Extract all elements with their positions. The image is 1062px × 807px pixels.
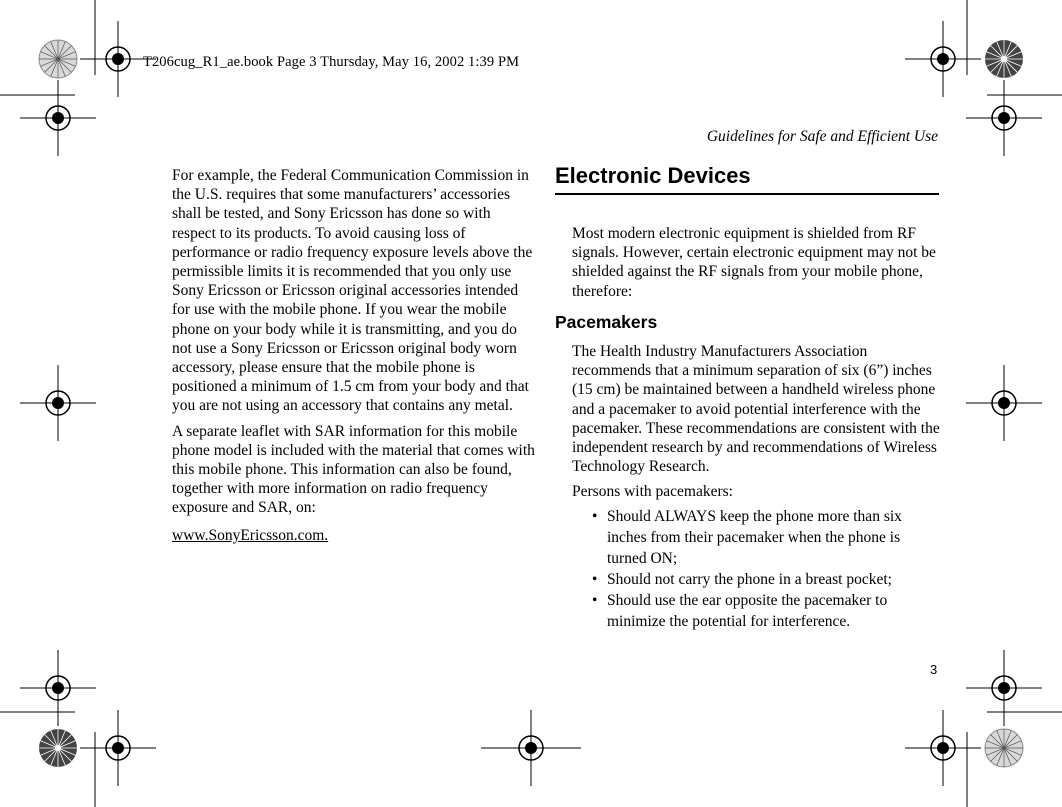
list-item xyxy=(572,590,940,632)
list-item xyxy=(572,569,940,590)
color-target-icon xyxy=(39,40,77,78)
list-item-text: Should not carry the phone in a breast pocket; xyxy=(607,570,892,588)
registration-mark-icon xyxy=(20,365,96,441)
left-column xyxy=(172,166,537,551)
list-item xyxy=(572,506,940,569)
bullet-list xyxy=(572,506,940,632)
color-target-icon xyxy=(985,40,1023,78)
registration-mark-icon xyxy=(905,21,981,97)
body-paragraph: For example, the Federal Communication Commission in the U.S. requires that some manufacturers’ accessories shall be tested, and Sony Ericsson has done so with respect to its products. To avoid causing loss of performance or radio frequency exposure levels above the permissible limits it is recommended that you only use Sony Ericsson or Ericsson original accessories intended for use with the mobile phone. If you wear the mobile phone on your body while it is transmitting, and you do not use a Sony Ericsson or Ericsson original body worn accessory, please ensure that the mobile phone is positioned a minimum of 1.5 cm from your body and that you are not using an accessory that contains any metal. xyxy=(172,167,533,415)
list-item-text: Should ALWAYS keep the phone more than six inches from their pacemaker when the phone is turned ON; xyxy=(607,507,902,567)
right-column-body xyxy=(572,342,940,632)
subsection-title: Pacemakers xyxy=(555,312,658,332)
print-slug: T206cug_R1_ae.book Page 3 Thursday, May 16, 2002 1:39 PM xyxy=(143,54,520,70)
registration-mark-icon xyxy=(20,80,96,156)
body-paragraph: A separate leaflet with SAR information for this mobile phone model is included with the material that comes with this mobile phone. This information can also be found, together with more information on radio frequency exposure and SAR, on: xyxy=(172,422,535,517)
body-paragraph: The Health Industry Manufacturers Association recommends that a minimum separation of six (6”) inches (15 cm) be maintained between a handheld wireless phone and a pacemaker to avoid potential interference with the pacemaker. These recommendations are consistent with the independent research by and recommendations of Wireless Technology Research. xyxy=(572,343,940,476)
registration-mark-icon xyxy=(80,710,156,786)
registration-mark-icon xyxy=(966,80,1042,156)
color-target-icon xyxy=(39,729,77,767)
bullet-icon: • xyxy=(592,591,598,609)
list-item-text: Should use the ear opposite the pacemaker to minimize the potential for interference. xyxy=(607,591,888,630)
section-divider xyxy=(555,193,939,195)
color-target-icon xyxy=(985,729,1023,767)
section-intro: Most modern electronic equipment is shielded from RF signals. However, certain electronic equipment may not be shielded against the RF signals from your mobile phone, therefore: xyxy=(572,225,936,300)
bullet-icon: • xyxy=(592,570,598,588)
running-header: Guidelines for Safe and Efficient Use xyxy=(706,128,938,145)
list-intro: Persons with pacemakers: xyxy=(572,483,733,501)
website-link[interactable]: www.SonyEricsson.com. xyxy=(172,526,329,544)
registration-mark-icon xyxy=(20,650,96,726)
registration-mark-icon xyxy=(966,650,1042,726)
section-title: Electronic Devices xyxy=(555,163,751,188)
bullet-icon: • xyxy=(592,507,598,525)
registration-mark-icon xyxy=(905,710,981,786)
page-number: 3 xyxy=(930,662,938,677)
registration-mark-icon xyxy=(966,365,1042,441)
